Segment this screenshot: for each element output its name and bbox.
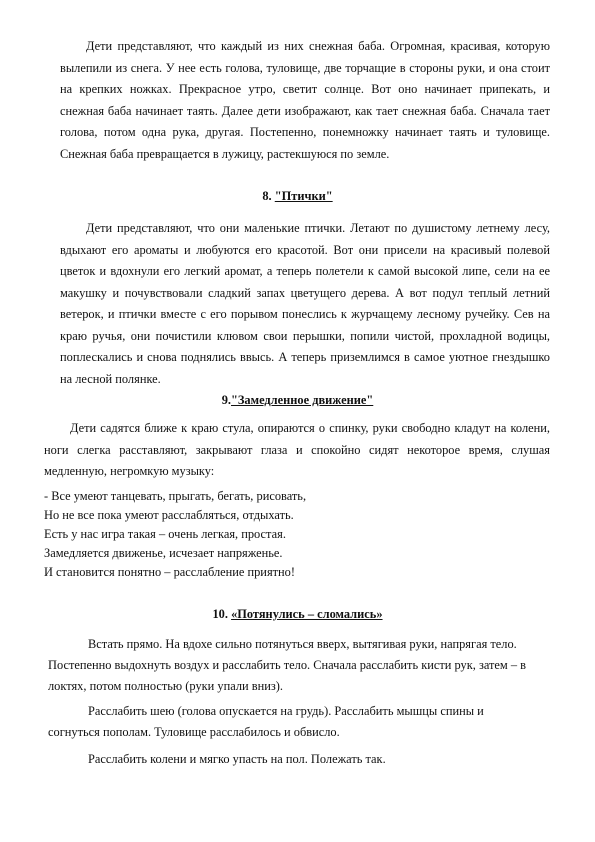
section-10-title: «Потянулись – сломались»: [231, 607, 383, 621]
section-heading-9: [0, 392, 595, 408]
section-9-title: "Замедленное движение": [231, 393, 374, 407]
section-8-title: "Птички": [274, 189, 333, 203]
paragraph-stretch-1: Встать прямо. На вдохе сильно потянуться вверх, вытягивая руки, напрягая тело. Постепенно выдохнуть воздух и расслабить тело. Сначала расслабить кисти рук, затем – в локтях, потом полностью (руки упали вниз).: [48, 637, 527, 693]
poem-line: И становится понятно – расслабление приятно!: [44, 565, 296, 579]
poem-line: Замедляется движенье, исчезает напряженье.: [44, 546, 283, 560]
poem-line: - Все умеют танцевать, прыгать, бегать, рисовать,: [44, 489, 307, 503]
section-heading-10: [0, 606, 595, 622]
paragraph-slow-motion: Дети садятся ближе к краю стула, опираются о спинку, руки свободно кладут на колени, ноги слегка расставляют, закрывают глаза и спокойно сидят некоторое время, слушая медленную, негромкую музыку:: [44, 421, 550, 478]
section-heading-8: [0, 188, 595, 204]
poem-line: Но не все пока умеют расслабляться, отдыхать.: [44, 508, 294, 522]
paragraph-stretch-2: Расслабить шею (голова опускается на грудь). Расслабить мышцы спины и согнуться пополам. Туловище расслабилось и обвисло.: [48, 704, 484, 739]
poem: [44, 487, 306, 582]
paragraph-birds: Дети представляют, что они маленькие птички. Летают по душистому летнему лесу, вдыхают его ароматы и любуются его красотой. Вот они присели на красивый полевой цветок и вдохнули его легкий аромат, а теперь полетели к самой высокой липе, сели на ее макушку и почувствовали сладкий запах цветущего дерева. А вот подул теплый летний ветерок, и птички вместе с его порывом понеслись к журчащему лесному ручейку. Сев на краю ручья, они почистили клювом свои перышки, попили чистой, прохладной водицы, поплескались и снова поднялись ввысь. А теперь приземлимся в самое уютное гнездышко на лесной полянке.: [60, 221, 550, 386]
paragraph-stretch-3: Расслабить колени и мягко упасть на пол. Полежать так.: [88, 752, 386, 766]
section-10-number: 10.: [212, 607, 228, 621]
section-9-number: 9.: [221, 393, 232, 407]
section-8-number: 8.: [262, 189, 272, 203]
poem-line: Есть у нас игра такая – очень легкая, простая.: [44, 527, 286, 541]
paragraph-snowman: Дети представляют, что каждый из них снежная баба. Огромная, красивая, которую вылепили из снега. У нее есть голова, туловище, две торчащие в стороны руки, и она стоит на крепких ножках. Прекрасное утро, светит солнце. Вот оно начинает припекать, и снежная баба начинает таять. Далее дети изображают, как тает снежная баба. Сначала тает голова, потом одна рука, другая. Постепенно, понемножку начинает таять и туловище. Снежная баба превращается в лужицу, растекшуюся по земле.: [60, 39, 550, 161]
